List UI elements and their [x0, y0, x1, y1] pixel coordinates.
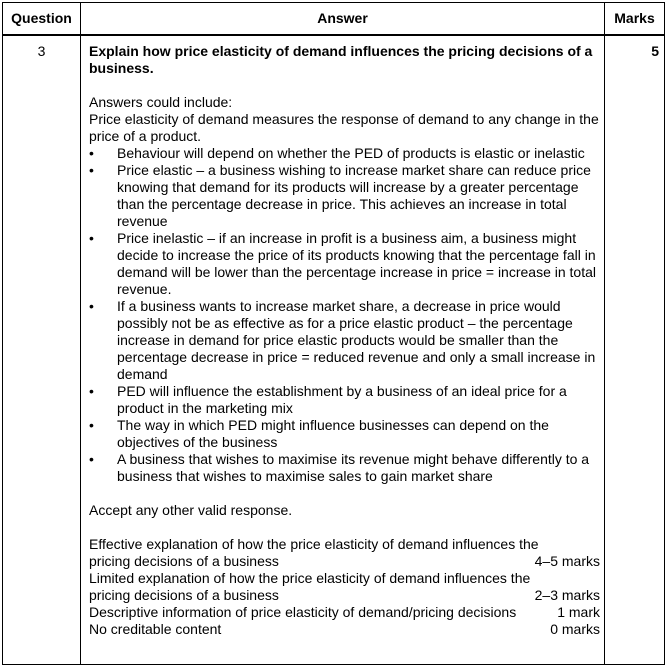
header-answer: Answer — [317, 10, 368, 26]
level-band — [89, 621, 600, 638]
header-question: Question — [11, 10, 72, 26]
band-row — [89, 604, 600, 621]
question-prompt: Explain how price elasticity of demand influences the pricing decisions of a business. — [89, 43, 593, 76]
level-band — [89, 570, 600, 604]
band-line: Descriptive information of price elasticity of demand/pricing decisions — [89, 604, 517, 620]
band-marks: 4–5 marks — [534, 553, 600, 569]
answers-intro: Answers could include: — [89, 94, 233, 110]
list-item: • Behaviour will depend on whether the PED of products is elastic or inelastic — [89, 145, 600, 162]
band-line: pricing decisions of a business — [89, 587, 279, 603]
list-item: • Price inelastic – if an increase in profit is a business aim, a business might decide to increase the price of its products knowing that the percentage fall in demand will be lower than the percentage increase in price = increase in total revenue. — [89, 230, 600, 298]
accept-note: Accept any other valid response. — [89, 502, 293, 518]
column-divider-1 — [80, 2, 81, 665]
header-marks: Marks — [614, 10, 655, 26]
band-row — [89, 553, 600, 570]
band-marks: 0 marks — [550, 621, 600, 637]
band-line: No creditable content — [89, 621, 222, 637]
list-item: • The way in which PED might influence businesses can depend on the objectives of the business — [89, 417, 600, 451]
level-band — [89, 604, 600, 621]
answer-content — [89, 43, 600, 638]
band-line: Limited explanation of how the price elasticity of demand influences the — [89, 570, 531, 586]
border-bottom — [2, 664, 665, 665]
ped-definition: Price elasticity of demand measures the response of demand to any change in the price of a product. — [89, 111, 599, 144]
band-row — [89, 587, 600, 604]
border-right — [664, 2, 665, 665]
band-marks: 2–3 marks — [534, 587, 600, 603]
border-left — [2, 2, 3, 665]
band-marks: 1 mark — [557, 604, 600, 620]
band-row — [89, 621, 600, 638]
answer-points — [89, 145, 600, 485]
band-line: pricing decisions of a business — [89, 553, 279, 569]
list-item: • Price elastic – a business wishing to increase market share can reduce price knowing that demand for its products will increase by a greater percentage than the percentage decrease in price. This achieves an increase in total revenue — [89, 162, 600, 230]
list-item: • PED will influence the establishment by a business of an ideal price for a product in the marketing mix — [89, 383, 600, 417]
band-line: Effective explanation of how the price elasticity of demand influences the — [89, 536, 539, 552]
total-marks: 5 — [651, 43, 659, 59]
list-item: • A business that wishes to maximise its revenue might behave differently to a business that wishes to maximise sales to gain market share — [89, 451, 600, 485]
question-number: 3 — [37, 43, 46, 59]
column-divider-2 — [604, 2, 605, 665]
header-divider — [2, 34, 665, 36]
level-band — [89, 536, 600, 570]
list-item: • If a business wants to increase market share, a decrease in price would possibly not be as effective as for a price elastic product – the percentage increase in demand for price elastic products would be smaller than the percentage decrease in price = reduced revenue and only a small increase in demand — [89, 298, 600, 383]
